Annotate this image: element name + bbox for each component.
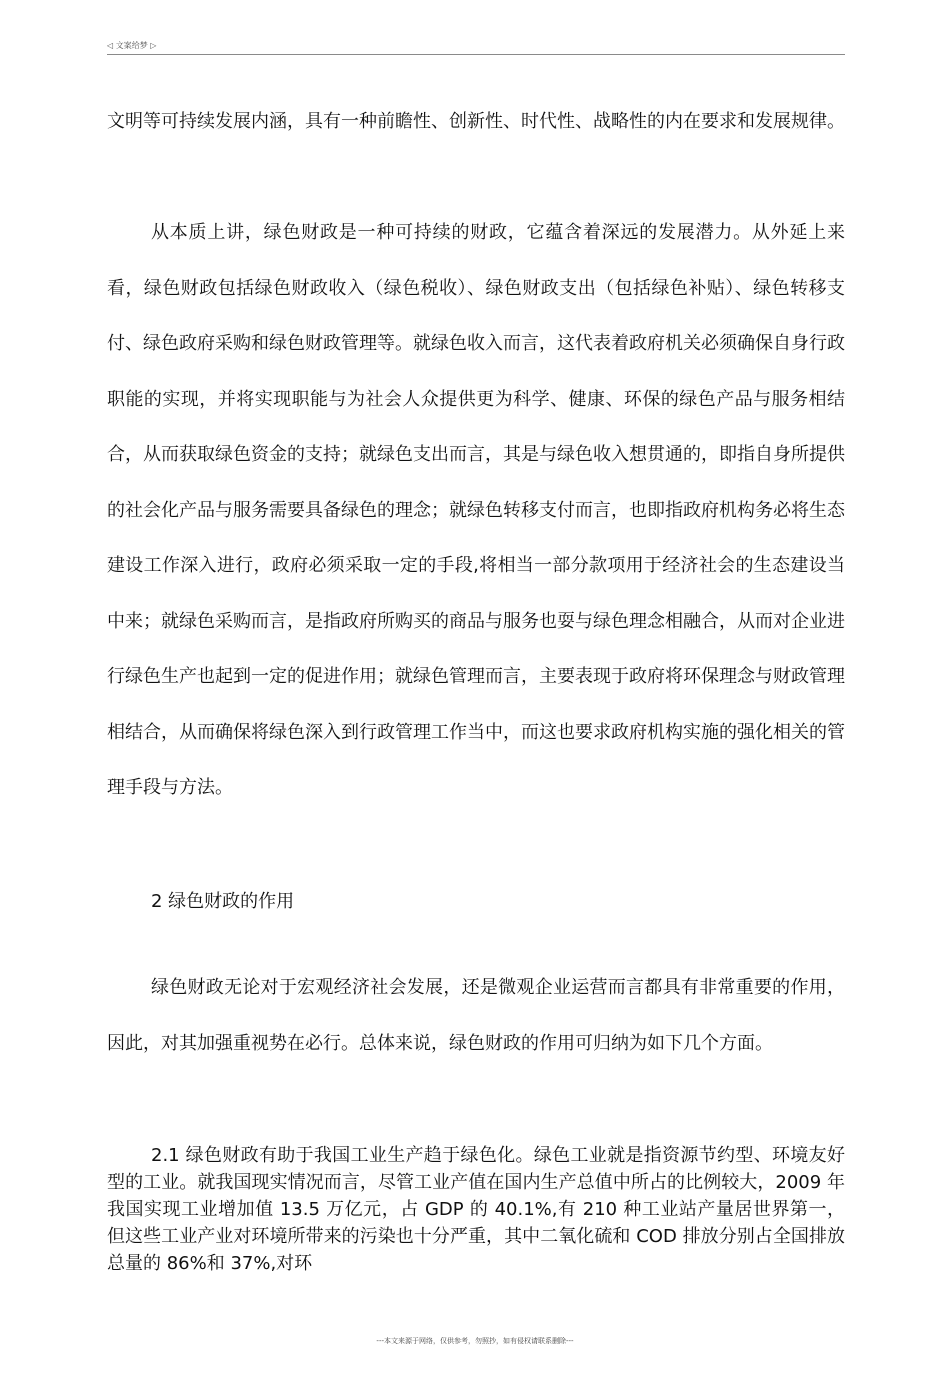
paragraph-green-finance-role: 绿色财政无论对于宏观经济社会发展，还是微观企业运营而言都具有非常重要的作用，因此，对其加强重视势在必行。总体来说，绿色财政的作用可归纳为如下几个方面。 (107, 977, 845, 1054)
paragraph-2-1-industry: 2.1 绿色财政有助于我国工业生产趋于绿色化。绿色工业就是指资源节约型、环境友好型的工业。就我国现实情况而言，尽管工业产值在国内生产总值中所占的比例较大，2009 年我国实现工业增加值 13.5 万亿元，占 GDP 的 40.1%,有 210 种工业站产量居世界第一，但这些工业产业对环境所带来的污染也十分严重，其中二氧化硫和 COD 排放分别占全国排放总量的 86%和 37%,对环 (107, 1145, 845, 1274)
page-footer-disclaimer: ---本文来源于网络，仅供参考，勿照抄，如有侵权请联系删除--- (376, 1337, 574, 1345)
paragraph-continuation: 文明等可持续发展内涵，具有一种前瞻性、创新性、时代性、战略性的内在要求和发展规律。 (107, 111, 845, 132)
header-logo-text: ◁ 文案给梦 ▷ (107, 41, 157, 50)
page-header (107, 40, 845, 55)
paragraph-green-finance-essence: 从本质上讲，绿色财政是一种可持续的财政，它蕴含着深远的发展潜力。从外延上来看，绿色财政包括绿色财政收入（绿色税收）、绿色财政支出（包括绿色补贴）、绿色转移支付、绿色政府采购和绿色财政管理等。就绿色收入而言，这代表着政府机关必须确保自身行政职能的实现，并将实现职能与为社会人众提供更为科学、健康、环保的绿色产品与服务相结合，从而获取绿色资金的支持；就绿色支出而言，其是与绿色收入想贯通的，即指自身所提供的社会化产品与服务需要具备绿色的理念；就绿色转移支付而言，也即指政府机构务必将生态建设工作深入进行，政府必须采取一定的手段,将相当一部分款项用于经济社会的生态建设当中来；就绿色采购而言，是指政府所购买的商品与服务也耍与绿色理念相融合，从而对企业进行绿色生产也起到一定的促进作用；就绿色管理而言，主要表现于政府将环保理念与财政管理相结合，从而确保将绿色深入到行政管理工作当中，而这也要求政府机构实施的强化相关的管理手段与方法。 (107, 222, 845, 798)
section-heading-2: 2 绿色财政的作用 (151, 891, 295, 912)
